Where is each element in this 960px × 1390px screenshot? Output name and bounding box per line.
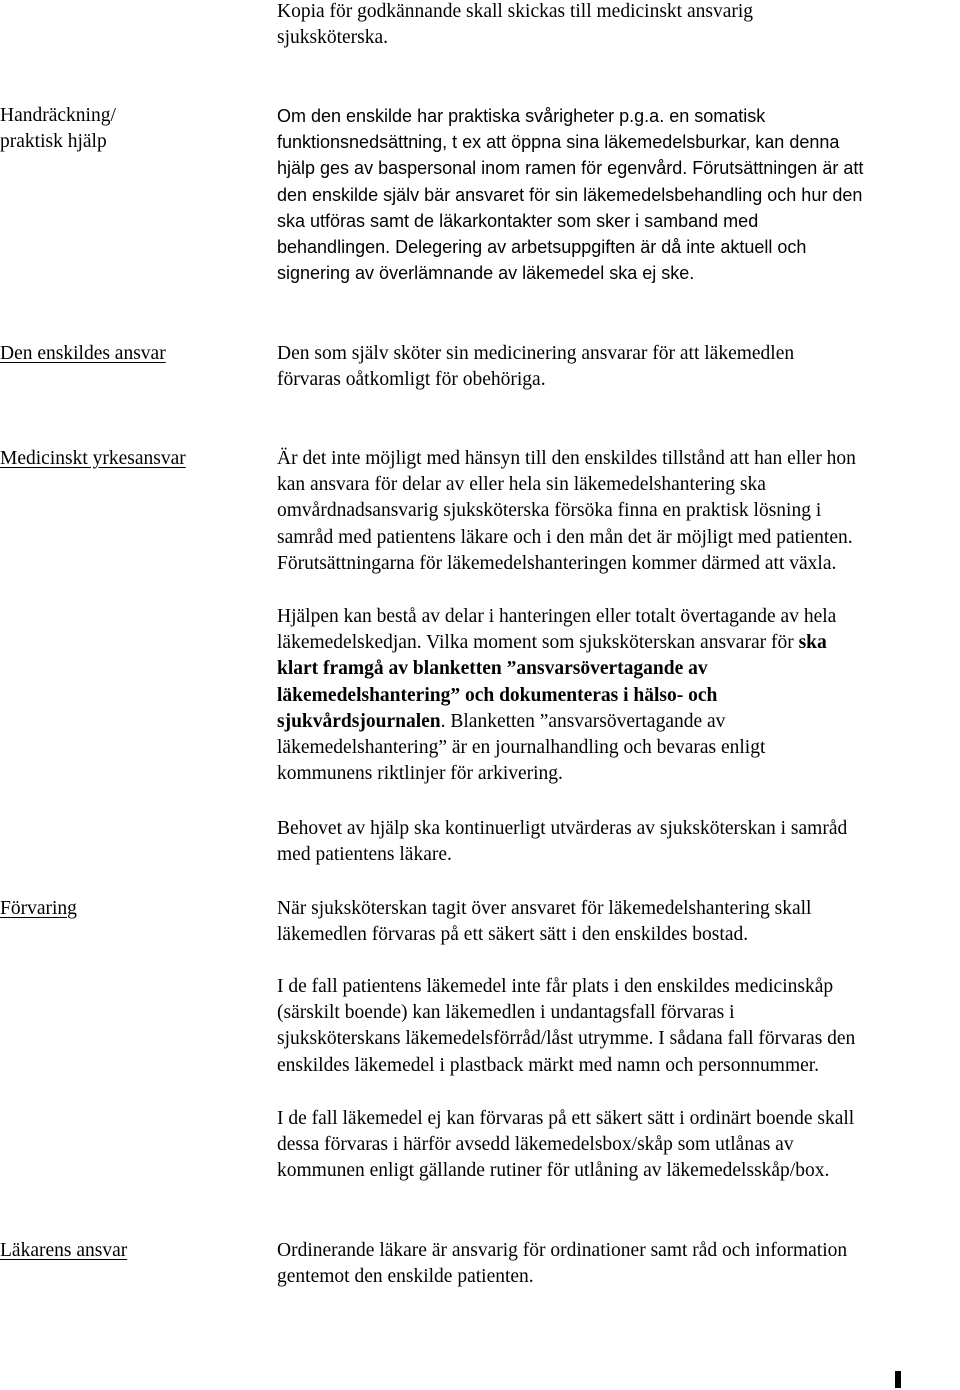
forvaring-paragraph-3: I de fall läkemedel ej kan förvaras på ett säkert sätt i ordinärt boende skall dessa förvaras i härför avsedd läkemedelsbox/skåp som utlånas av kommunen enligt gällande rutiner för utlåning av läkemedelsskåp/box. <box>277 1108 855 1182</box>
medicinskt-p2-text-c: . Blanketten ”ansvarsövertagande av läkemedelshantering” är en journalhandling och bevaras enligt kommunens riktlinjer för arkivering. <box>277 710 766 785</box>
medicinskt-p2-text-a: Hjälpen kan bestå av delar i hanteringen eller totalt övertagande av hela läkemedelskedjan. Vilka moment som sjuksköterskan ansvarar för <box>277 606 837 654</box>
section-text-handrackning: Om den enskilde har praktiska svårigheter p.g.a. en somatisk funktionsnedsättning, t ex att öppna sina läkemedelsburkar, kan denna hjälp ges av baspersonal inom ramen för egenvård. Förutsättningen är att den enskilde själv bär ansvaret för sin läkemedelsbehandling och hur den ska utföras samt de läkarkontakter som sker i samband med behandlingen. Delegering av arbetsuppgiften är då inte aktuell och signering av överlämnande av läkemedel ska ej ske. <box>277 106 864 284</box>
intro-text: Kopia för godkännande skall skickas till medicinskt ansvarig sjuksköterska. <box>277 1 754 49</box>
section-label-medicinskt-yrkesansvar: Medicinskt yrkesansvar <box>0 448 186 469</box>
section-label-handrackning: Handräckning/ praktisk hjälp <box>0 105 116 153</box>
section-label-lakarens-ansvar: Läkarens ansvar <box>0 1240 128 1261</box>
medicinskt-paragraph-2 <box>277 604 957 787</box>
medicinskt-paragraph-1: Är det inte möjligt med hänsyn till den enskildes tillstånd att han eller hon kan ansvara för delar av eller hela sin läkemedelshantering ska omvårdnadsansvarig sjuksköterska försöka finna en praktisk lösning i samråd med patientens läkare och i den mån det är möjligt med patienten. Förutsättningarna för läkemedelshanteringen kommer därmed att växla. <box>277 448 856 574</box>
page-marker <box>895 1371 901 1388</box>
forvaring-paragraph-2: I de fall patientens läkemedel inte får plats i den enskildes medicinskåp (särskilt boende) kan läkemedlen i undantagsfall förvaras i sjuksköterskans läkemedelsförråd/låst utrymme. I sådana fall förvaras den enskildes läkemedel i plastback märkt med namn och personnummer. <box>277 976 856 1076</box>
section-label-forvaring: Förvaring <box>0 898 77 919</box>
section-text-lakarens-ansvar: Ordinerande läkare är ansvarig för ordinationer samt råd och information gentemot den enskilde patienten. <box>277 1240 848 1288</box>
section-label-enskildes-ansvar: Den enskildes ansvar <box>0 343 166 364</box>
medicinskt-p2-bold: ska klart framgå av blanketten ”ansvarsövertagande av läkemedelshantering” och dokumenteras i hälso- och sjukvårdsjournalen <box>277 632 827 732</box>
forvaring-paragraph-1: När sjuksköterskan tagit över ansvaret för läkemedelshantering skall läkemedlen förvaras på ett säkert sätt i den enskildes bostad. <box>277 898 812 946</box>
medicinskt-paragraph-3: Behovet av hjälp ska kontinuerligt utvärderas av sjuksköterskan i samråd med patientens läkare. <box>277 818 848 866</box>
section-text-enskildes-ansvar: Den som själv sköter sin medicinering ansvarar för att läkemedlen förvaras oåtkomligt för obehöriga. <box>277 343 795 391</box>
